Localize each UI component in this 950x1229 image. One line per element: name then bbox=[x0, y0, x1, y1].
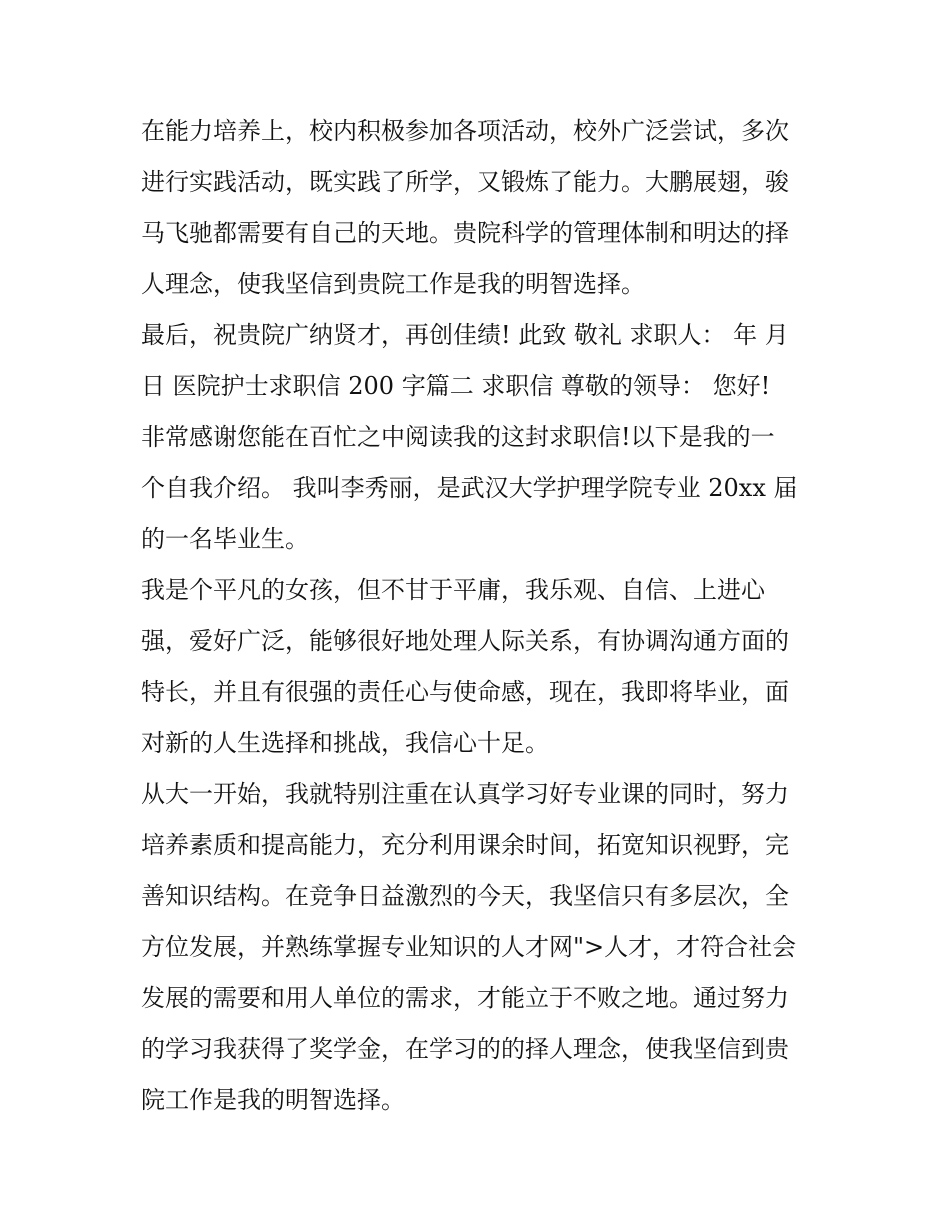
document-body bbox=[141, 111, 816, 1131]
text-line: 院工作是我的明智选择。 bbox=[141, 1086, 405, 1114]
text-line: 马飞驰都需要有自己的天地。贵院科学的管理体制和明达的择 bbox=[141, 219, 789, 247]
text-line: 非常感谢您能在百忙之中阅读我的这封求职信!以下是我的一 bbox=[141, 423, 775, 451]
text-line: 最后，祝贵院广纳贤才，再创佳绩! 此致 敬礼 求职人： 年 月 bbox=[141, 321, 789, 349]
text-line: 强，爱好广泛，能够很好地处理人际关系，有协调沟通方面的 bbox=[141, 627, 789, 655]
text-line: 日 医院护士求职信 200 字篇二 求职信 尊敬的领导： 您好! bbox=[141, 372, 771, 400]
text-line: 培养素质和提高能力，充分利用课余时间，拓宽知识视野，完 bbox=[141, 831, 789, 859]
text-line: 对新的人生选择和挑战，我信心十足。 bbox=[141, 729, 549, 757]
text-line: 在能力培养上，校内积极参加各项活动，校外广泛尝试，多次 bbox=[141, 117, 789, 145]
text-line: 个自我介绍。 我叫李秀丽，是武汉大学护理学院专业 20xx 届 bbox=[141, 474, 798, 502]
text-line: 发展的需要和用人单位的需求，才能立于不败之地。通过努力 bbox=[141, 984, 789, 1012]
text-line: 方位发展，并熟练掌握专业知识的人才网">人才，才符合社会 bbox=[141, 933, 797, 961]
text-line: 善知识结构。在竞争日益激烈的今天，我坚信只有多层次，全 bbox=[141, 882, 789, 910]
text-line: 进行实践活动，既实践了所学，又锻炼了能力。大鹏展翅，骏 bbox=[141, 168, 789, 196]
text-line: 我是个平凡的女孩，但不甘于平庸，我乐观、自信、上进心 bbox=[141, 576, 765, 604]
text-line: 的一名毕业生。 bbox=[141, 525, 309, 553]
text-line: 特长，并且有很强的责任心与使命感，现在，我即将毕业，面 bbox=[141, 678, 789, 706]
text-line: 从大一开始，我就特别注重在认真学习好专业课的同时，努力 bbox=[141, 780, 789, 808]
text-line: 人理念，使我坚信到贵院工作是我的明智选择。 bbox=[141, 270, 645, 298]
text-line: 的学习我获得了奖学金，在学习的的择人理念，使我坚信到贵 bbox=[141, 1035, 789, 1063]
